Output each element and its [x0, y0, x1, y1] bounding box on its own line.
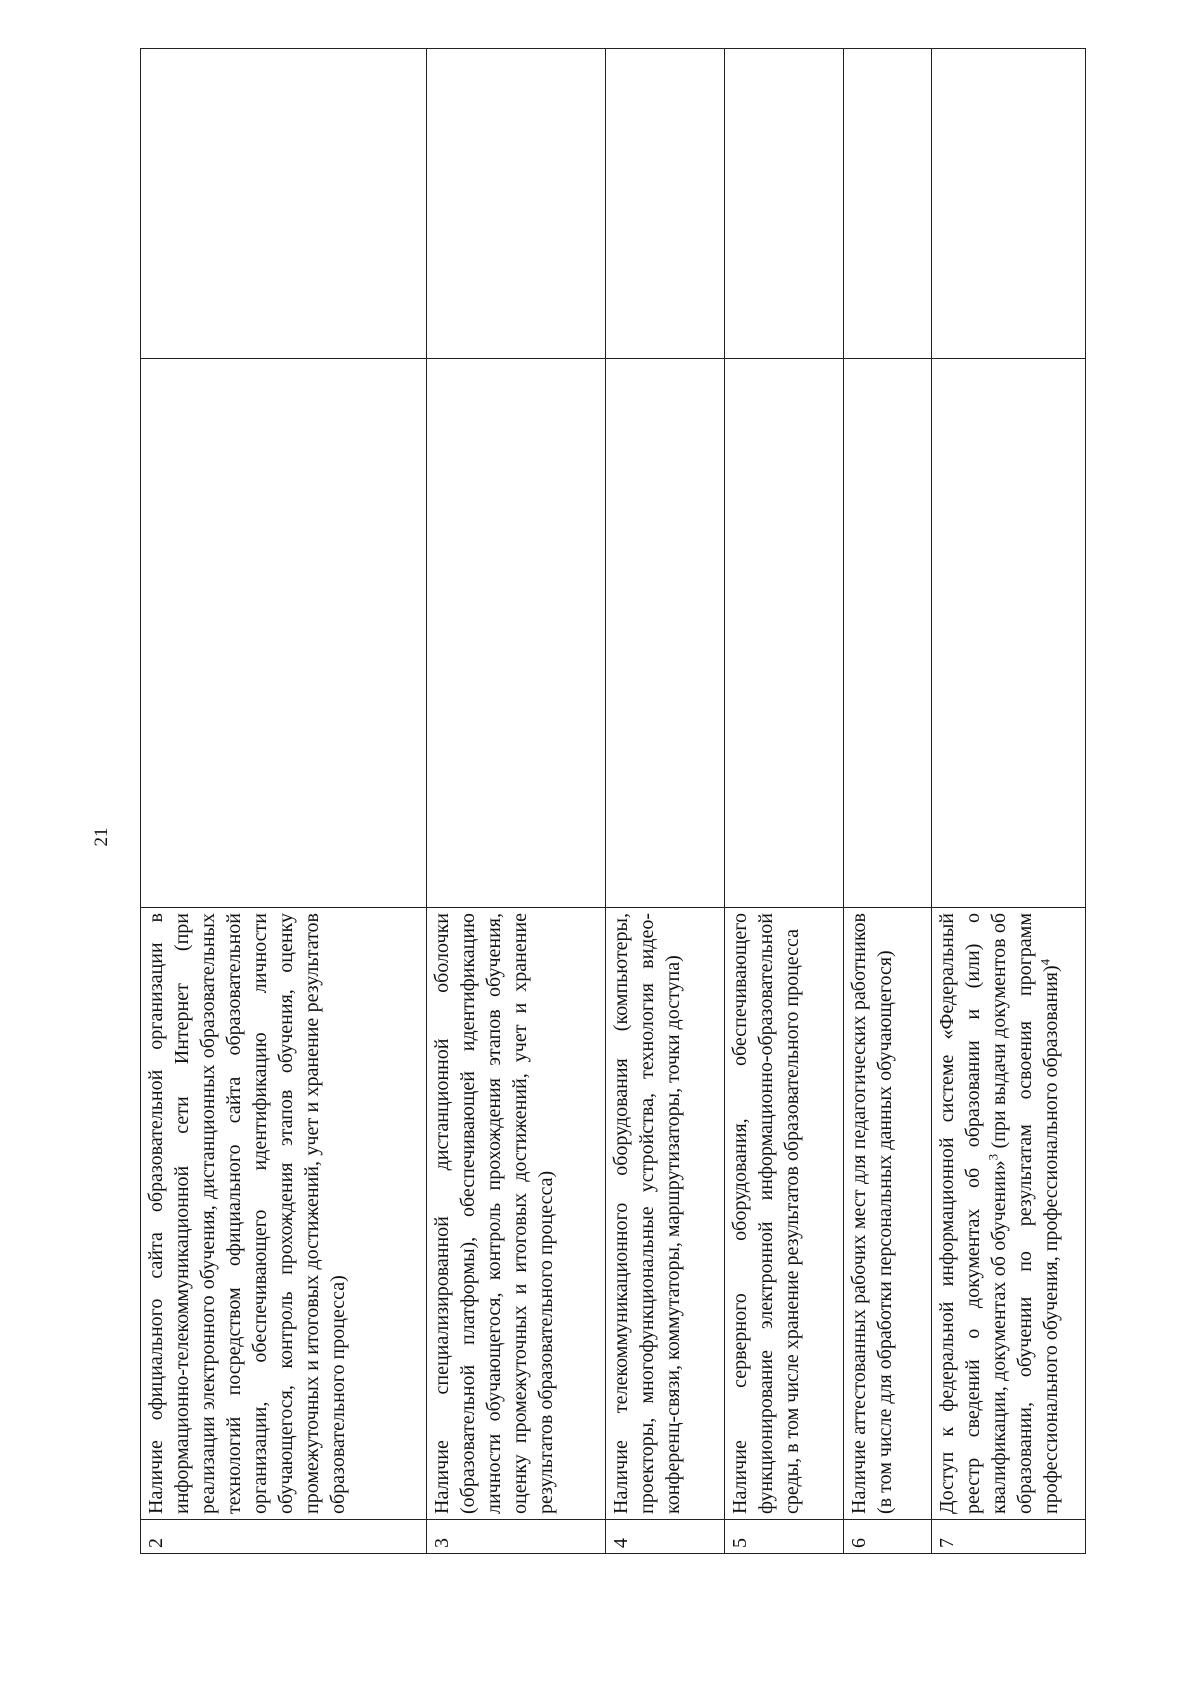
empty-cell	[725, 359, 844, 908]
empty-cell	[427, 49, 606, 359]
table-row	[606, 49, 725, 1554]
rotated-table-wrapper	[140, 49, 1085, 1554]
footnote-ref: 3	[985, 1153, 1001, 1161]
row-description: Наличие телекоммуникационного оборудования (компьютеры, проекторы, многофункциональные устройства, технология видео-конференц-связи, коммутаторы, маршрутизаторы, точки доступа)	[606, 908, 725, 1520]
row-number: 7	[932, 1520, 1086, 1554]
row-text-part: Доступ к федеральной информационной системе «Федеральный реестр сведений о документах об образовании и (или) о квалификации, документах об обучении»	[936, 913, 1010, 1514]
row-number: 2	[141, 1520, 427, 1554]
empty-cell	[427, 359, 606, 908]
table-row	[141, 49, 427, 1554]
row-number: 4	[606, 1520, 725, 1554]
table-row	[844, 49, 932, 1554]
empty-cell	[844, 359, 932, 908]
row-description: Наличие серверного оборудования, обеспечивающего функционирование электронной информационно-образовательной среды, в том числе хранение результатов образовательного процесса	[725, 908, 844, 1520]
empty-cell	[932, 49, 1086, 359]
row-description	[932, 908, 1086, 1520]
empty-cell	[932, 359, 1086, 908]
empty-cell	[606, 359, 725, 908]
empty-cell	[606, 49, 725, 359]
row-number: 3	[427, 1520, 606, 1554]
row-number: 6	[844, 1520, 932, 1554]
row-description: Наличие официального сайта образовательной организации в информационно-телекоммуникационной сети Интернет (при реализации электронного обучения, дистанционных образовательных технологий посредством официального сайта образовательной организации, обеспечивающего идентификацию личности обучающегося, контроль прохождения этапов обучения, оценку промежуточных и итоговых достижений, учет и хранение результатов образовательного процесса)	[141, 908, 427, 1520]
row-description: Наличие специализированной дистанционной оболочки (образовательной платформы), обеспечивающей идентификацию личности обучающегося, контроль прохождения этапов обучения, оценку промежуточных и итоговых достижений, учет и хранение результатов образовательного процесса)	[427, 908, 606, 1520]
row-description: Наличие аттестованных рабочих мест для педагогических работников (в том числе для обработки персональных данных обучающегося)	[844, 908, 932, 1520]
table-row	[427, 49, 606, 1554]
footnote-ref: 4	[1037, 958, 1053, 966]
table-row	[932, 49, 1086, 1554]
empty-cell	[141, 49, 427, 359]
row-text-part: (при выдачи документов об образовании, обучении по результатам освоения программ профессионального обучения, профессионального образования)	[988, 913, 1062, 1514]
row-number: 5	[725, 1520, 844, 1554]
empty-cell	[725, 49, 844, 359]
empty-cell	[844, 49, 932, 359]
page-number: 21	[91, 827, 112, 847]
empty-cell	[141, 359, 427, 908]
table-row	[725, 49, 844, 1554]
requirements-table	[140, 48, 1086, 1554]
